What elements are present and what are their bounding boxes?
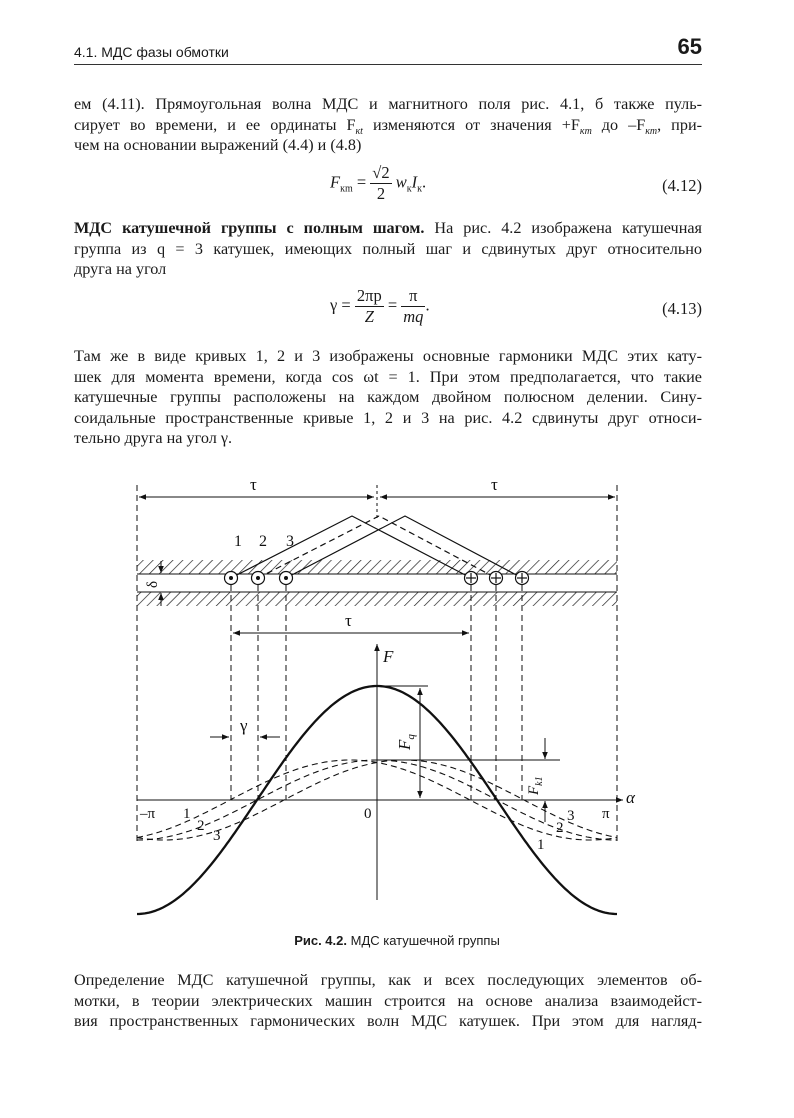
- text-line: Там же в виде кривых 1, 2 и 3 изображены основные гармоники МДС этих кату-: [74, 347, 702, 365]
- page-number: 65: [677, 34, 702, 59]
- coil-label-2: 2: [259, 533, 267, 550]
- text-line: Определение МДС катушечной группы, как и всех последующих элементов об-: [74, 971, 702, 989]
- text-line: МДС катушечной группы с полным шагом. На рис. 4.2 изображена катушечная: [74, 219, 702, 237]
- text-line: мотки, в теории электрических машин строится на основе анализа взаимодейст-: [74, 991, 702, 1010]
- equation-4-13: γ = $\frac{2\pi p}{Z}$ = $\frac{\pi}{mq}$ . (4.13): [330, 286, 702, 326]
- text-line: чем на основании выражений (4.4) и (4.8): [74, 136, 362, 154]
- equation-number: (4.12): [662, 176, 702, 195]
- text-line: катушечные группы расположены на каждом двойном полюсном делении. Сину-: [74, 388, 702, 406]
- text-line: сирует во времени, и ее ординаты $F_{кt}$ изменяются от значения $+F_{кm}$ до $-F_{кm}$, при-: [74, 115, 702, 137]
- origin-label: 0: [364, 806, 372, 822]
- text-line: вия пространственных гармонических волн МДС катушек. При этом для нагляд-: [74, 1012, 702, 1030]
- f-axis-label: F: [383, 647, 394, 666]
- text-line: шек для момента времени, когда cos ωt = 1. При этом предполагается, что такие: [74, 367, 702, 386]
- fq-label: $F_q$: [395, 734, 417, 750]
- text-line: группа из q = 3 катушек, имеющих полный шаг и сдвинутых друг относительно: [74, 239, 702, 258]
- tau-label-left: τ: [250, 475, 257, 494]
- pi-label: π: [602, 806, 610, 822]
- equation-4-12: $F_{кm}$ = $\frac{√2}{2}$ $w_кI_к$. (4.12): [330, 163, 702, 203]
- tau-label-right: τ: [491, 475, 498, 494]
- text-line: друга на угол: [74, 260, 167, 278]
- curve-label-1-right: 1: [537, 837, 545, 853]
- paragraph-4: [74, 970, 702, 1032]
- running-header: 4.1. МДС фазы обмотки: [74, 44, 229, 60]
- curve-label-3-right: 3: [567, 808, 575, 824]
- stator-core: [137, 560, 617, 574]
- curve-label-3-left: 3: [213, 828, 221, 844]
- figure-caption: Рис. 4.2. МДС катушечной группы: [294, 933, 500, 948]
- alpha-axis-label: α: [626, 788, 635, 807]
- gamma-label: γ: [240, 716, 248, 735]
- coil-label-3: 3: [286, 533, 294, 550]
- curve-label-2-left: 2: [197, 818, 205, 834]
- rotor-core: [137, 592, 617, 606]
- equation-number: (4.13): [662, 299, 702, 318]
- curve-label-1-left: 1: [183, 806, 191, 822]
- curve-label-2-right: 2: [556, 820, 564, 836]
- coil-label-1: 1: [234, 533, 242, 550]
- text-line: ем (4.11). Прямоугольная волна МДС и магнитного поля рис. 4.1, б также пуль-: [74, 95, 702, 113]
- text-line: соидальные пространственные кривые 1, 2 и 3 на рис. 4.2 сдвинуты друг относи-: [74, 408, 702, 427]
- delta-label: δ: [145, 580, 161, 588]
- text-line: тельно друга на угол γ.: [74, 429, 233, 447]
- minus-pi-label: –π: [140, 806, 156, 822]
- subsection-heading: МДС катушечной группы с полным шагом.: [74, 219, 425, 237]
- fk1-label: $F_{k1}$: [526, 776, 545, 795]
- tau-label-mid: τ: [345, 611, 352, 630]
